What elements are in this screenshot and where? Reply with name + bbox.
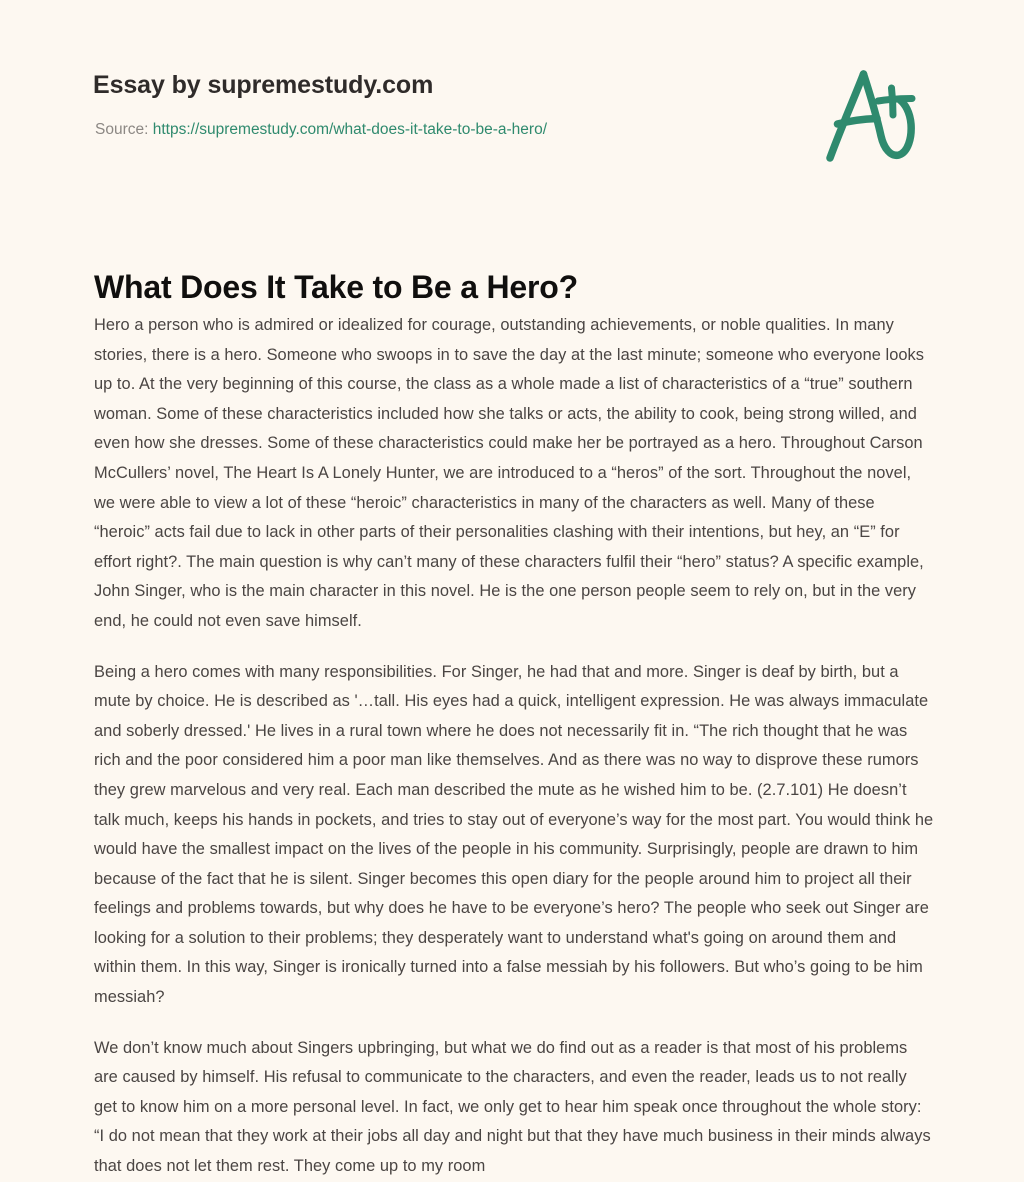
source-label: Source: — [95, 121, 149, 138]
source-line — [95, 122, 547, 138]
paragraph: Being a hero comes with many responsibilities. For Singer, he had that and more. Singer is deaf by birth, but a mute by choice. He is described as '…tall. His eyes had a quick, intelligent expression. He was always immaculate and soberly dressed.' He lives in a rural town where he does not necessarily fit in. “The rich thought that he was rich and the poor considered him a poor man like themselves. And as there was no way to disprove these rumors they grew marvelous and very real. Each man described the mute as he wished him to be. (2.7.101) He doesn’t talk much, keeps his hands in pockets, and tries to stay out of everyone’s way for the most part. You would think he would have the smallest impact on the lives of the people in his community. Surprisingly, people are drawn to him because of the fact that he is silent. Singer becomes this open diary for the people around him to project all their feelings and problems towards, but why does he have to be everyone’s hero? The people who seek out Singer are looking for a solution to their problems; they desperately want to understand what's going on around them and within them. In this way, Singer is ironically turned into a false messiah by his followers. But who’s going to be him messiah? — [94, 662, 934, 1007]
a-plus-logo — [815, 62, 927, 170]
essay-body — [94, 311, 934, 1182]
paragraph: We don’t know much about Singers upbringing, but what we do find out as a reader is that most of his problems are caused by himself. His refusal to communicate to the characters, and even the reader, leads us to not really get to know him on a more personal level. In fact, we only get to hear him speak once throughout the whole story: “I do not mean that they work at their jobs all day and night but that they have much business in their minds always that does not let them rest. They come up to my room — [94, 1038, 931, 1176]
essay-byline: Essay by supremestudy.com — [93, 71, 434, 99]
paragraph: Hero a person who is admired or idealized for courage, outstanding achievements, or noble qualities. In many stories, there is a hero. Someone who swoops in to save the day at the last minute; someone who everyone looks up to. At the very beginning of this course, the class as a whole made a list of characteristics of a “true” southern woman. Some of these characteristics included how she talks or acts, the ability to cook, being strong willed, and even how she dresses. Some of these characteristics could make her be portrayed as a hero. Throughout Carson McCullers’ novel, The Heart Is A Lonely Hunter, we are introduced to a “heros” of the sort. Throughout the novel, we were able to view a lot of these “heroic” characteristics in many of the characters as well. Many of these “heroic” acts fail due to lack in other parts of their personalities clashing with their intentions, but hey, an “E” for effort right?. The main question is why can’t many of these characters fulfil their “hero” status? A specific example, John Singer, who is the main character in this novel. He is the one person people seem to rely on, but in the very end, he could not even save himself. — [94, 316, 925, 630]
source-url-link[interactable]: https://supremestudy.com/what-does-it-take-to-be-a-hero/ — [152, 121, 548, 138]
page-title: What Does It Take to Be a Hero? — [94, 269, 578, 306]
page-header — [0, 0, 1024, 200]
a-plus-logo-icon — [815, 62, 927, 170]
